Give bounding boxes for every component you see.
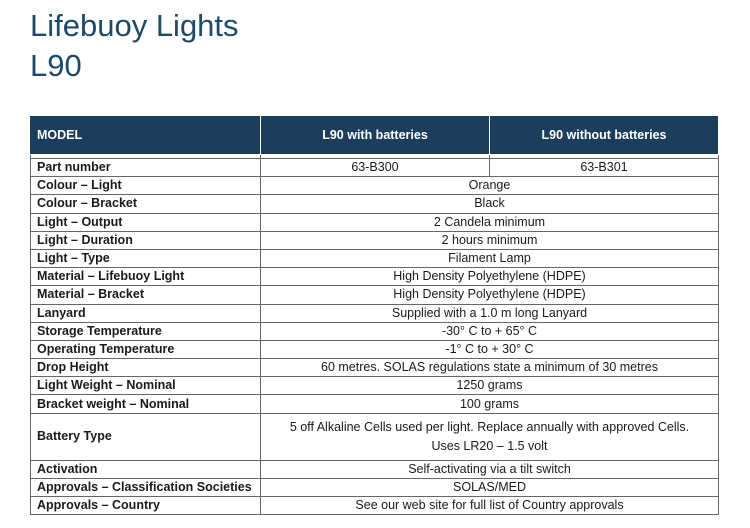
row-value: See our web site for full list of Country approvals <box>261 497 719 515</box>
part-number-label: Part number <box>31 159 261 177</box>
table-row <box>31 340 719 358</box>
battery-type-value <box>261 413 719 460</box>
row-value: Black <box>261 195 719 213</box>
row-label: Material – Lifebuoy Light <box>31 268 261 286</box>
row-value: -1° C to + 30° C <box>261 340 719 358</box>
row-value: High Density Polyethylene (HDPE) <box>261 268 719 286</box>
row-label: Approvals – Country <box>31 497 261 515</box>
row-value: Supplied with a 1.0 m long Lanyard <box>261 304 719 322</box>
table-row <box>31 268 719 286</box>
table-row <box>31 177 719 195</box>
row-value: 1250 grams <box>261 377 719 395</box>
battery-type-label: Battery Type <box>31 413 261 460</box>
row-label: Colour – Light <box>31 177 261 195</box>
battery-type-line1: 5 off Alkaline Cells used per light. Replace annually with approved Cells. <box>289 419 690 434</box>
table-row <box>31 286 719 304</box>
table-row <box>31 478 719 496</box>
table-row <box>31 322 719 340</box>
row-value: Filament Lamp <box>261 249 719 267</box>
header-without-batteries: L90 without batteries <box>490 116 719 155</box>
row-value: 100 grams <box>261 395 719 413</box>
table-row <box>31 231 719 249</box>
table-row <box>31 377 719 395</box>
row-label: Approvals – Classification Societies <box>31 478 261 496</box>
table-header-row <box>31 116 719 155</box>
table-row <box>31 395 719 413</box>
page-title-line1: Lifebuoy Lights <box>30 8 239 43</box>
row-label: Operating Temperature <box>31 340 261 358</box>
row-label: Light – Duration <box>31 231 261 249</box>
row-value: High Density Polyethylene (HDPE) <box>261 286 719 304</box>
row-value: SOLAS/MED <box>261 478 719 496</box>
table-row-part-number <box>31 159 719 177</box>
row-label: Material – Bracket <box>31 286 261 304</box>
row-value: 2 Candela minimum <box>261 213 719 231</box>
header-model: MODEL <box>31 116 261 155</box>
table-row <box>31 460 719 478</box>
row-label: Activation <box>31 460 261 478</box>
battery-type-line2: Uses LR20 – 1.5 volt <box>431 438 548 453</box>
row-value: 2 hours minimum <box>261 231 719 249</box>
spec-table <box>30 115 719 515</box>
page-title-line2: L90 <box>30 48 82 83</box>
row-value: -30° C to + 65° C <box>261 322 719 340</box>
row-label: Storage Temperature <box>31 322 261 340</box>
row-value: Self-activating via a tilt switch <box>261 460 719 478</box>
row-label: Light – Type <box>31 249 261 267</box>
row-value: Orange <box>261 177 719 195</box>
row-label: Light Weight – Nominal <box>31 377 261 395</box>
row-label: Drop Height <box>31 359 261 377</box>
table-row <box>31 304 719 322</box>
row-label: Lanyard <box>31 304 261 322</box>
part-number-with-batteries: 63-B300 <box>261 159 490 177</box>
row-label: Light – Output <box>31 213 261 231</box>
table-row-battery-type <box>31 413 719 460</box>
row-label: Colour – Bracket <box>31 195 261 213</box>
table-row <box>31 497 719 515</box>
table-row <box>31 359 719 377</box>
table-row <box>31 249 719 267</box>
table-row <box>31 195 719 213</box>
row-value: 60 metres. SOLAS regulations state a minimum of 30 metres <box>261 359 719 377</box>
header-with-batteries: L90 with batteries <box>261 116 490 155</box>
table-row <box>31 213 719 231</box>
part-number-without-batteries: 63-B301 <box>490 159 719 177</box>
page-title <box>30 6 239 86</box>
row-label: Bracket weight – Nominal <box>31 395 261 413</box>
